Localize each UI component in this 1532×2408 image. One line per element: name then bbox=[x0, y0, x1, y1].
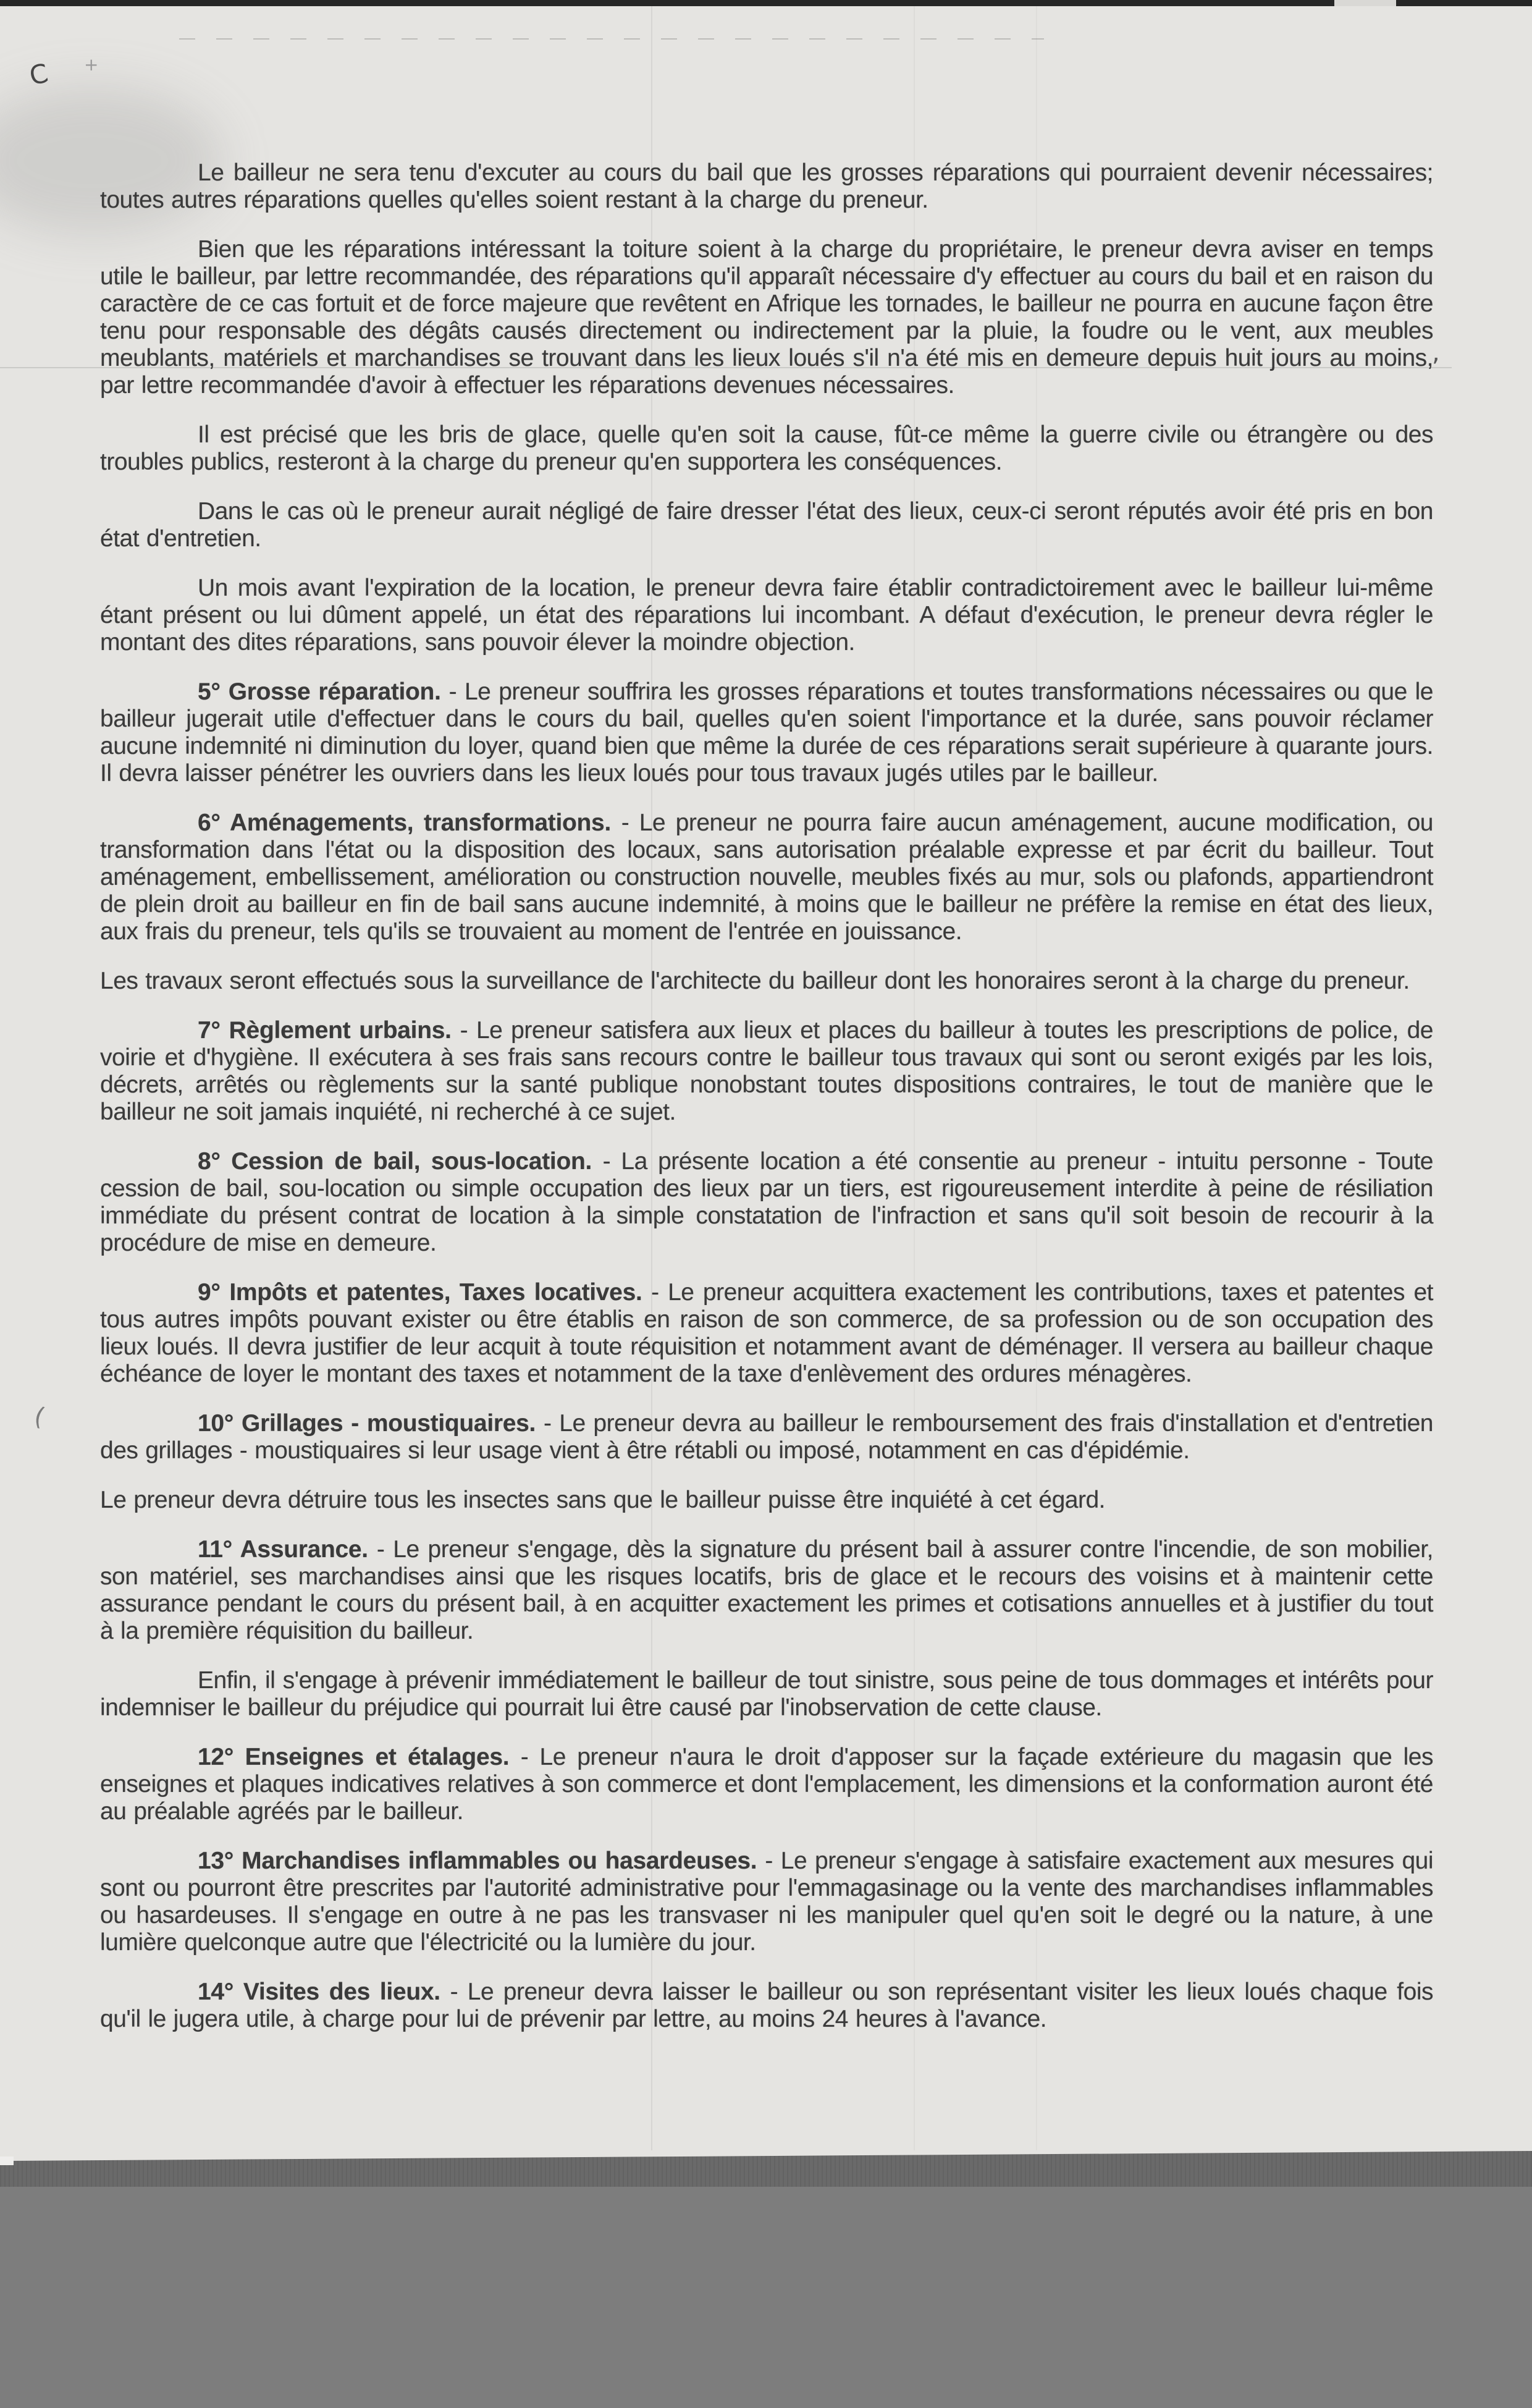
clause-paragraph: 7° Règlement urbains. - Le preneur satisfera aux lieux et places du bailleur à toutes les prescriptions de police, de voirie et d'hygiène. Il exécutera à ses frais sans recours contre le bailleur tous travaux qui sont ou seront exigés par les lois, décrets, arrêtés ou règlements sur la santé publique nonobstant toutes dispositions contraires, le tout de manière que le bailleur ne soit jamais inquiété, ni recherché à ce sujet. bbox=[100, 1017, 1433, 1125]
clause-heading: 13° Marchandises inflammables ou hasardeuses. bbox=[198, 1848, 765, 1874]
clause-paragraph: 8° Cession de bail, sous-location. - La présente location a été consentie au preneur - intuitu personne - Toute cession de bail, sou-location ou simple occupation des lieux par un tiers, est rigoureusement interdite à peine de résiliation immédiate du présent contrat de location à la simple constatation de l'infraction et sans qu'il soit besoin de recourir à la procédure de mise en demeure. bbox=[100, 1148, 1433, 1256]
ink-mark: C bbox=[27, 57, 51, 91]
clause-paragraph: 11° Assurance. - Le preneur s'engage, dès la signature du présent bail à assurer contre l'incendie, de son mobilier, son matériel, ses marchandises ainsi que les risques locatifs, bris de glace et le recours des voisins et à maintenir cette assurance pendant le cours du présent bail, à en acquitter exactement les primes et cotisations annuelles et à justifier du tout à la première réquisition du bailleur. bbox=[100, 1536, 1433, 1644]
ink-mark: ( bbox=[31, 1401, 48, 1432]
scan-streak-dashes bbox=[179, 38, 1044, 40]
body-paragraph: Le preneur devra détruire tous les insectes sans que le bailleur puisse être inquiété à cet égard. bbox=[100, 1487, 1105, 1513]
clause-heading: 6° Aménagements, transformations. bbox=[198, 809, 621, 836]
clause-heading: 8° Cession de bail, sous-location. bbox=[198, 1148, 603, 1175]
clause-paragraph: 6° Aménagements, transformations. - Le preneur ne pourra faire aucun aménagement, aucune modification, ou transformation dans l'état ou la disposition des locaux, sans autorisation préalable expresse et par écrit du bailleur. Tout aménagement, embellissement, amélioration ou construction nouvelle, meubles fixés au mur, sols ou plafonds, appartiendront de plein droit au bailleur en fin de bail sans aucune indemnité, à moins que le bailleur ne préfère la remise en état des lieux, aux frais du preneur, tels qu'ils se trouvaient au moment de l'entrée en jouissance. bbox=[100, 809, 1433, 945]
ink-mark: , bbox=[1432, 339, 1440, 367]
clause-paragraph: 14° Visites des lieux. - Le preneur devra laisser le bailleur ou son représentant visiter les lieux loués chaque fois qu'il le jugera utile, à charge pour lui de prévenir par lettre, au moins 24 heures à l'avance. bbox=[100, 1979, 1433, 2032]
body-paragraph: Un mois avant l'expiration de la location, le preneur devra faire établir contradictoirement avec le bailleur lui-même étant présent ou lui dûment appelé, un état des réparations lui incombant. A défaut d'exécution, le preneur devra régler le montant des dites réparations, sans pouvoir élever la moindre objection. bbox=[100, 575, 1433, 656]
ink-mark: + bbox=[84, 54, 99, 75]
clause-heading: 9° Impôts et patentes, Taxes locatives. bbox=[198, 1279, 652, 1306]
clause-heading: 10° Grillages - moustiquaires. bbox=[198, 1410, 544, 1437]
text-block bbox=[100, 159, 1433, 2055]
clause-heading: 7° Règlement urbains. bbox=[198, 1017, 460, 1044]
body-paragraph: Le bailleur ne sera tenu d'excuter au cours du bail que les grosses réparations qui pourraient devenir nécessaires; toutes autres réparations quelles qu'elles soient restant à la charge du preneur. bbox=[100, 159, 1433, 213]
body-paragraph: Bien que les réparations intéressant la toiture soient à la charge du propriétaire, le preneur devra aviser en temps utile le bailleur, par lettre recommandée, des réparations qu'il apparaît nécessaire d'y effectuer au cours du bail et en raison du caractère de ce cas fortuit et de force majeure que revêtent en Afrique les tornades, le bailleur ne pourra en aucune façon être tenu pour responsable des dégâts causés directement ou indirectement par la pluie, la foudre ou le vent, aux meubles meublants, matériels et marchandises se trouvant dans les lieux loués s'il n'a été mis en demeure depuis huit jours au moins, par lettre recommandée d'avoir à effectuer les réparations devenues nécessaires. bbox=[100, 236, 1433, 399]
clause-heading: 12° Enseignes et étalages. bbox=[198, 1744, 521, 1770]
clause-paragraph: 10° Grillages - moustiquaires. - Le preneur devra au bailleur le remboursement des frais d'installation et d'entretien des grillages - moustiquaires si leur usage vient à être rétabli ou imposé, notamment en cas d'épidémie. bbox=[100, 1410, 1433, 1464]
clause-paragraph: 9° Impôts et patentes, Taxes locatives. - Le preneur acquittera exactement les contributions, taxes et patentes et tous autres impôts pouvant exister ou être établis en raison de son commerce, de sa profession ou de son occupation des lieux loués. Il devra justifier de leur acquit à toute réquisition et notamment avant de déménager. Il versera au bailleur chaque échéance de loyer le montant des taxes et notamment de la taxe d'enlèvement des ordures ménagères. bbox=[100, 1279, 1433, 1387]
paper-corner-sliver bbox=[0, 2157, 14, 2165]
body-paragraph: Il est précisé que les bris de glace, quelle qu'en soit la cause, fût-ce même la guerre civile ou étrangère ou des troubles publics, resteront à la charge du preneur qu'en supportera les conséquences. bbox=[100, 421, 1433, 475]
scanner-top-edge bbox=[0, 0, 1532, 6]
body-paragraph: Dans le cas où le preneur aurait négligé de faire dresser l'état des lieux, ceux-ci seront réputés avoir été pris en bon état d'entretien. bbox=[100, 498, 1433, 552]
clause-paragraph: 5° Grosse réparation. - Le preneur souffrira les grosses réparations et toutes transformations nécessaires ou que le bailleur jugerait utile d'effectuer dans le cours du bail, quelles qu'en soient l'importance et la durée, sans pouvoir réclamer aucune indemnité ni diminution du loyer, quand bien que même la durée de ces réparations serait supérieure à quarante jours. Il devra laisser pénétrer les ouvriers dans les lieux loués pour tous travaux jugés utiles par le bailleur. bbox=[100, 678, 1433, 787]
scanner-top-edge-gap bbox=[1334, 0, 1396, 6]
clause-heading: 14° Visites des lieux. bbox=[198, 1979, 450, 2005]
clause-heading: 5° Grosse réparation. bbox=[198, 678, 449, 705]
body-paragraph: Enfin, il s'engage à prévenir immédiatement le bailleur de tout sinistre, sous peine de tous dommages et intérêts pour indemniser le bailleur du préjudice qui pourrait lui être causé par l'inobservation de cette clause. bbox=[100, 1667, 1433, 1721]
clause-heading: 11° Assurance. bbox=[198, 1536, 377, 1563]
body-paragraph: Les travaux seront effectués sous la surveillance de l'architecte du bailleur dont les honoraires seront à la charge du preneur. bbox=[100, 968, 1410, 994]
clause-paragraph: 13° Marchandises inflammables ou hasardeuses. - Le preneur s'engage à satisfaire exactement aux mesures qui sont ou pourront être prescrites par l'autorité administrative pour l'emmagasinage ou la vente des marchandises inflammables ou hasardeuses. Il s'engage en outre à ne pas les transvaser ni les manipuler quel qu'en soit le degré ou la nature, à une lumière quelconque autre que l'électricité ou la lumière du jour. bbox=[100, 1848, 1433, 1956]
clause-paragraph: 12° Enseignes et étalages. - Le preneur n'aura le droit d'apposer sur la façade extérieure du magasin que les enseignes et plaques indicatives relatives à son commerce et dont l'emplacement, les dimensions et la conformation auront été au préalable agréés par le bailleur. bbox=[100, 1744, 1433, 1825]
